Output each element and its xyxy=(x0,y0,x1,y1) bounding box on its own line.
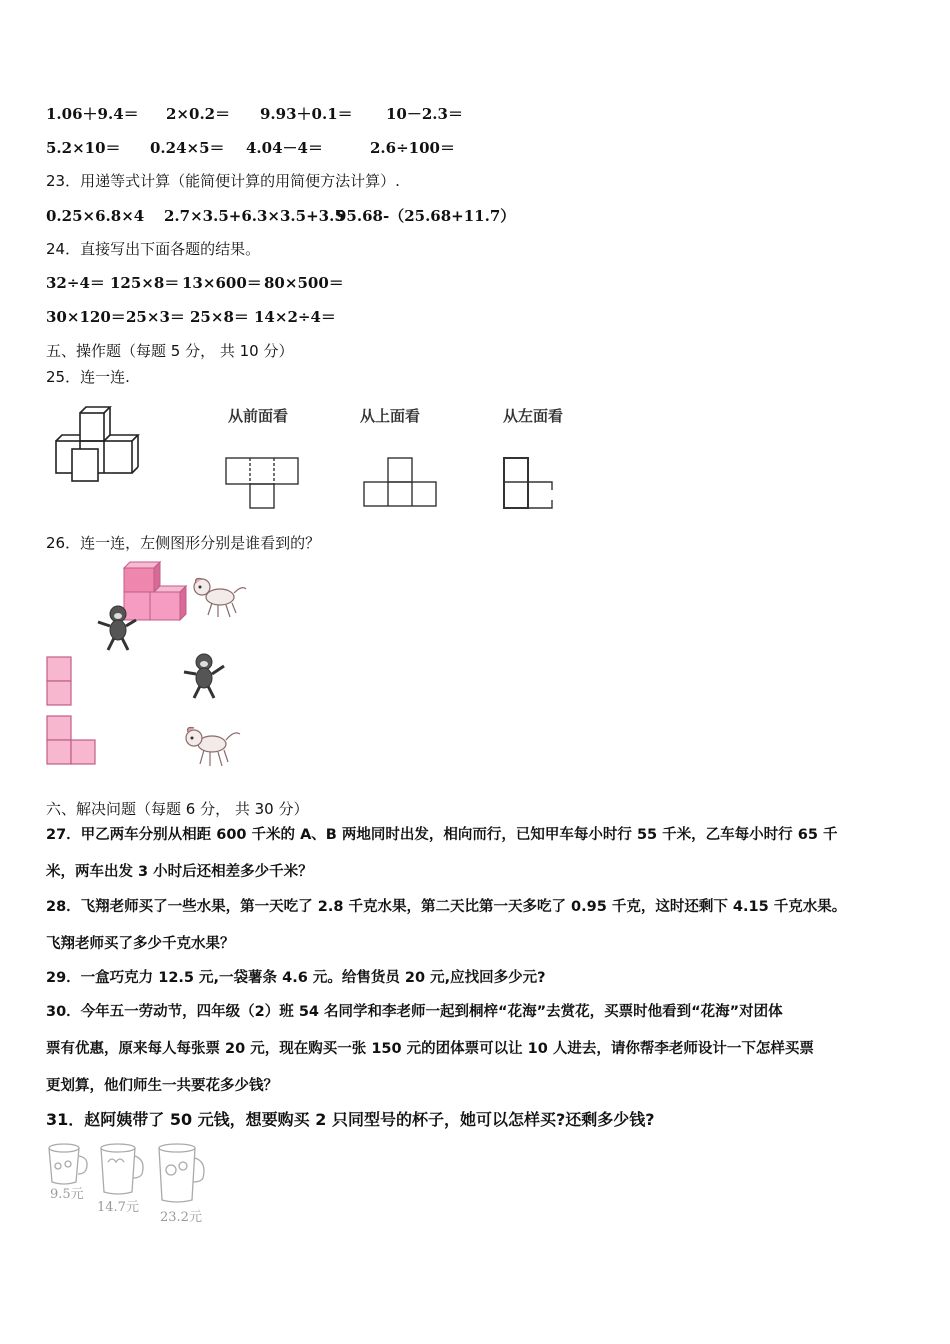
pink-view-two-squares xyxy=(45,655,75,709)
q23-items xyxy=(46,205,515,226)
top-view-shape xyxy=(362,456,440,510)
dog-icon xyxy=(180,722,242,768)
dog-icon xyxy=(190,575,248,619)
q30-line1: 30．今年五一劳动节，四年级（2）班 54 名同学和李老师一起到桐梓“花海”去赏花，买票时他看到“花海”对团体 xyxy=(46,1004,783,1020)
cup-price: 14.7元 xyxy=(97,1200,139,1215)
expr: 2×0.2＝ xyxy=(166,105,231,123)
expr: 125×8＝ xyxy=(110,274,180,292)
front-view-shape xyxy=(224,456,302,512)
q28-line1: 28．飞翔老师买了一些水果，第一天吃了 2.8 千克水果，第二天比第一天多吃了 0.95 千克，这时还剩下 4.15 千克水果。 xyxy=(46,899,847,915)
q25-title: 25．连一连. xyxy=(46,368,130,386)
expr: 0.24×5＝ xyxy=(150,139,225,157)
cup-icon xyxy=(155,1142,209,1206)
expr: 95.68-（25.68+11.7） xyxy=(336,207,516,225)
left-view-shape xyxy=(502,456,556,512)
expr: 14×2÷4＝ xyxy=(254,308,336,326)
cup-icon xyxy=(98,1142,148,1198)
expr: 2.6÷100＝ xyxy=(370,139,455,157)
view-label-front: 从前面看 xyxy=(228,407,289,425)
expr: 80×500＝ xyxy=(264,274,344,292)
q27-line1: 27．甲乙两车分别从相距 600 千米的 A、B 两地同时出发，相向而行，已知甲车每小时行 55 千米，乙车每小时行 65 千 xyxy=(46,827,838,843)
q24-row2 xyxy=(46,306,336,327)
expr: 25×3＝ xyxy=(126,308,185,326)
q27-line2: 米，两车出发 3 小时后还相差多少千米？ xyxy=(46,864,313,880)
q28-line2: 飞翔老师买了多少千克水果？ xyxy=(46,936,235,952)
view-label-left: 从左面看 xyxy=(503,407,564,425)
expr: 0.25×6.8×4 xyxy=(46,207,145,225)
q31-title: 31．赵阿姨带了 50 元钱，想要购买 2 只同型号的杯子，她可以怎样买?还剩多少钱? xyxy=(46,1110,655,1129)
cup-price: 9.5元 xyxy=(50,1187,84,1202)
expr: 4.04－4＝ xyxy=(246,139,323,157)
q30-line2: 票有优惠，原来每人每张票 20 元，现在购买一张 150 元的团体票可以让 10 人进去，请你帮李老师设计一下怎样买票 xyxy=(46,1041,814,1057)
monkey-icon xyxy=(180,652,230,700)
expr: 13×600＝ xyxy=(182,274,262,292)
expr: 2.7×3.5+6.3×3.5+3.5 xyxy=(164,207,345,225)
q23-title: 23．用递等式计算（能简便计算的用简便方法计算）. xyxy=(46,172,400,190)
cube-stack-figure xyxy=(50,405,150,485)
q30-line3: 更划算，他们师生一共要花多少钱？ xyxy=(46,1078,278,1094)
expr: 9.93＋0.1＝ xyxy=(260,105,353,123)
q26-title: 26．连一连，左侧图形分别是谁看到的？ xyxy=(46,534,321,552)
monkey-icon xyxy=(92,604,142,652)
q29-text: 29．一盒巧克力 12.5 元,一袋薯条 4.6 元。给售货员 20 元,应找回多少元? xyxy=(46,970,546,986)
pink-view-l-shape xyxy=(45,714,101,768)
q24-title: 24．直接写出下面各题的结果。 xyxy=(46,240,261,258)
q22-row1 xyxy=(46,103,463,124)
q22-row2 xyxy=(46,137,455,158)
section5-heading: 五、操作题（每题 5 分， 共 10 分） xyxy=(46,342,294,360)
section6-heading: 六、解决问题（每题 6 分， 共 30 分） xyxy=(46,800,309,818)
expr: 1.06＋9.4＝ xyxy=(46,105,139,123)
expr: 25×8＝ xyxy=(190,308,249,326)
expr: 5.2×10＝ xyxy=(46,139,121,157)
cup-price: 23.2元 xyxy=(160,1210,202,1225)
expr: 10－2.3＝ xyxy=(386,105,463,123)
expr: 30×120＝ xyxy=(46,308,126,326)
expr: 32÷4＝ xyxy=(46,274,105,292)
cup-icon xyxy=(46,1142,92,1188)
q24-row1 xyxy=(46,272,344,293)
view-label-top: 从上面看 xyxy=(360,407,421,425)
